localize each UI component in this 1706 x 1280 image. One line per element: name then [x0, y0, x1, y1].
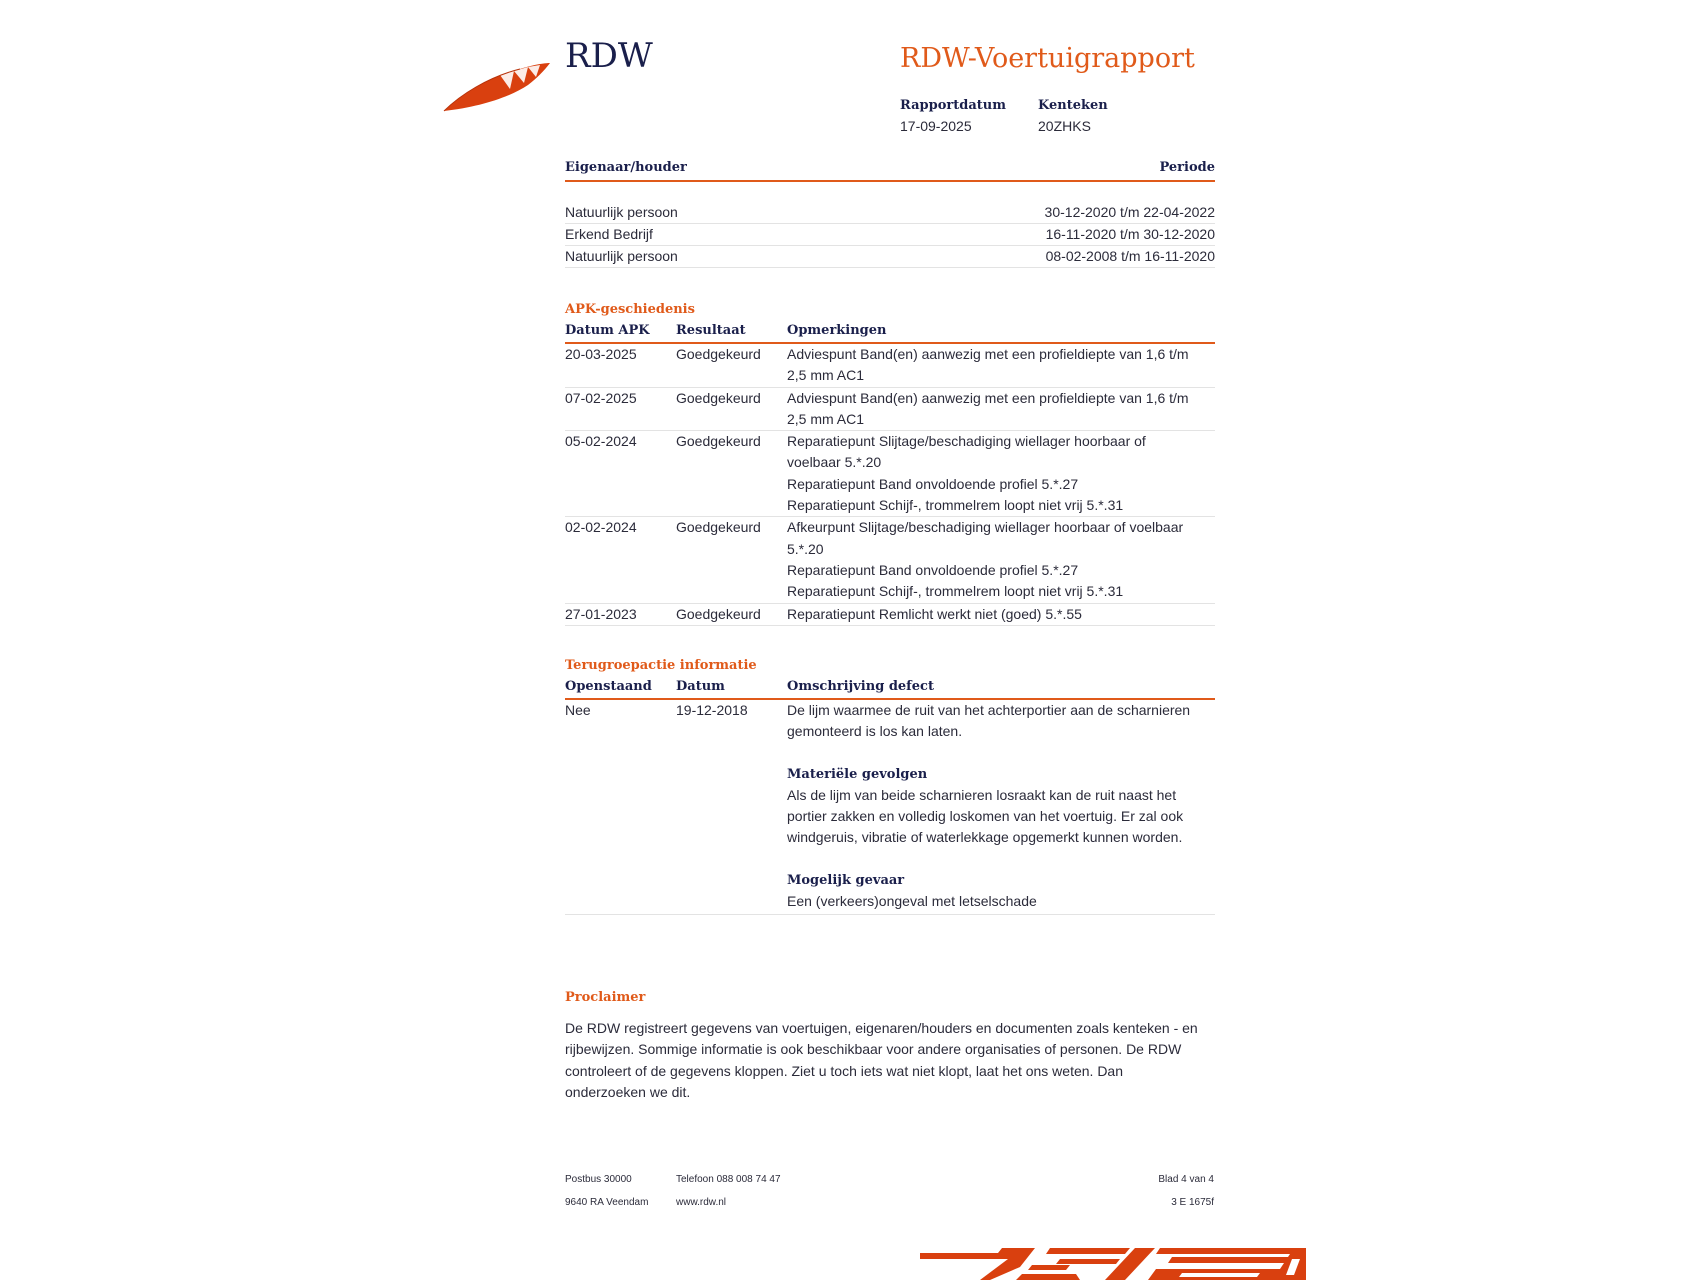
apk-result: Goedgekeurd	[676, 519, 761, 536]
apk-remark: Adviespunt Band(en) aanwezig met een profieldiepte van 1,6 t/m 2,5 mm AC1	[787, 389, 1189, 427]
footer-web[interactable]: www.rdw.nl	[676, 1197, 727, 1208]
apk-remark: Reparatiepunt Remlicht werkt niet (goed) 5.*.55	[787, 605, 1082, 622]
recall-col-open: Openstaand	[565, 679, 652, 694]
apk-remarks	[787, 517, 1215, 602]
apk-result: Goedgekeurd	[676, 433, 761, 450]
apk-remarks	[787, 344, 1215, 387]
owners-col-owner: Eigenaar/houder	[565, 160, 687, 175]
apk-remark: Reparatiepunt Band onvoldoende profiel 5.*.27	[787, 475, 1079, 492]
proclaimer-title: Proclaimer	[565, 990, 646, 1005]
table-row	[565, 604, 1215, 626]
footer-postbus: Postbus 30000	[565, 1174, 632, 1185]
recall-details	[787, 700, 1215, 912]
owners-table	[565, 160, 1215, 268]
apk-result: Goedgekeurd	[676, 389, 761, 406]
recall-consequences: Als de lijm van beide scharnieren losraakt kan de ruit naast het portier zakken en volledig loskomen van het voertuig. Er zal ook windgeruis, vibratie of waterlekkage opgemerkt kunnen worden.	[787, 786, 1184, 846]
recall-danger-title: Mogelijk gevaar	[787, 872, 905, 888]
recall-description: De lijm waarmee de ruit van het achterportier aan de scharnieren gemonteerd is los kan laten.	[787, 702, 1191, 740]
apk-date: 20-03-2025	[565, 346, 637, 362]
table-row	[565, 344, 1215, 388]
proclaimer-text: De RDW registreert gegevens van voertuigen, eigenaren/houders en documenten zoals kenteken - en rijbewijzen. Sommige informatie is ook beschikbaar voor andere organisaties of personen. De RDW controleert of de gegevens kloppen. Ziet u toch iets wat niet klopt, laat het ons weten. Dan onderzoeken we dit.	[565, 1020, 1198, 1100]
recall-table	[565, 658, 1215, 915]
logo-text: RDW	[565, 36, 653, 76]
apk-table	[565, 302, 1215, 626]
apk-remarks	[787, 431, 1215, 516]
decorative-stripes-icon	[920, 1245, 1306, 1280]
recall-danger: Een (verkeers)ongeval met letselschade	[787, 893, 1037, 910]
apk-remark: Reparatiepunt Slijtage/beschadiging wiellager hoorbaar of voelbaar 5.*.20	[787, 433, 1146, 471]
apk-result: Goedgekeurd	[676, 605, 761, 622]
recall-col-desc: Omschrijving defect	[787, 679, 934, 694]
apk-title: APK-geschiedenis	[565, 302, 695, 317]
table-row	[565, 246, 1215, 268]
footer-page: Blad 4 van 4	[1158, 1174, 1214, 1185]
footer-city: 9640 RA Veendam	[565, 1197, 649, 1208]
recall-title: Terugroepactie informatie	[565, 658, 757, 673]
table-row	[565, 700, 1215, 915]
apk-date: 07-02-2025	[565, 389, 637, 406]
owner-type: Erkend Bedrijf	[565, 226, 653, 242]
report-title: RDW-Voertuigrapport	[900, 43, 1195, 74]
owners-header	[565, 160, 1215, 182]
table-row	[565, 431, 1215, 517]
owner-period: 16-11-2020 t/m 30-12-2020	[1045, 226, 1215, 242]
rdw-logo-icon	[440, 55, 552, 115]
recall-consequences-title: Materiële gevolgen	[787, 766, 928, 782]
recall-header	[565, 678, 1215, 700]
apk-header	[565, 322, 1215, 344]
apk-remark: Reparatiepunt Schijf-, trommelrem loopt niet vrij 5.*.31	[787, 497, 1124, 514]
apk-result: Goedgekeurd	[676, 346, 761, 362]
proclaimer	[565, 990, 1215, 1103]
footer-phone: Telefoon 088 008 74 47	[676, 1174, 781, 1185]
apk-date: 05-02-2024	[565, 433, 637, 450]
owner-period: 08-02-2008 t/m 16-11-2020	[1045, 248, 1215, 264]
owner-type: Natuurlijk persoon	[565, 204, 678, 220]
apk-remark: Reparatiepunt Band onvoldoende profiel 5.*.27	[787, 561, 1079, 578]
table-row	[565, 224, 1215, 246]
apk-col-remarks: Opmerkingen	[787, 323, 887, 338]
plate-number: 20ZHKS	[1038, 118, 1091, 134]
apk-remarks	[787, 388, 1215, 431]
recall-open: Nee	[565, 702, 591, 718]
recall-col-date: Datum	[676, 679, 725, 694]
owners-col-period: Periode	[1159, 160, 1215, 175]
apk-col-date: Datum APK	[565, 323, 650, 338]
apk-date: 27-01-2023	[565, 605, 637, 622]
owner-type: Natuurlijk persoon	[565, 248, 678, 264]
apk-remark: Reparatiepunt Schijf-, trommelrem loopt niet vrij 5.*.31	[787, 583, 1124, 600]
table-row	[565, 388, 1215, 432]
table-row	[565, 202, 1215, 224]
report-date: 17-09-2025	[900, 118, 972, 134]
apk-remark: Afkeurpunt Slijtage/beschadiging wiellager hoorbaar of voelbaar 5.*.20	[787, 519, 1184, 557]
recall-date: 19-12-2018	[676, 702, 748, 718]
apk-remarks	[787, 604, 1215, 625]
owner-period: 30-12-2020 t/m 22-04-2022	[1044, 204, 1215, 220]
report-date-label: Rapportdatum	[900, 98, 1006, 113]
apk-date: 02-02-2024	[565, 519, 637, 536]
table-row	[565, 517, 1215, 603]
footer-code: 3 E 1675f	[1171, 1197, 1214, 1208]
apk-remark: Adviespunt Band(en) aanwezig met een profieldiepte van 1,6 t/m 2,5 mm AC1	[787, 346, 1189, 384]
apk-col-result: Resultaat	[676, 323, 746, 338]
plate-label: Kenteken	[1038, 98, 1108, 113]
